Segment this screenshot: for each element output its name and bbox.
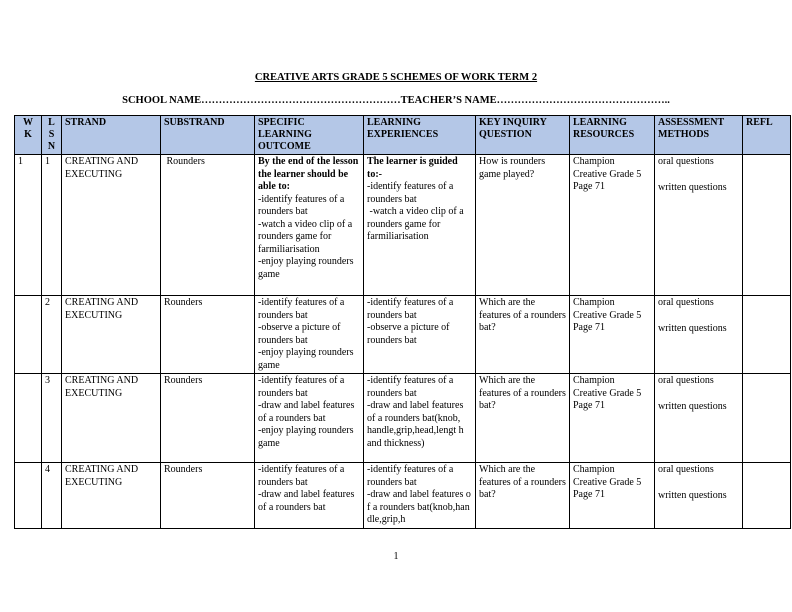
experience-line: -identify features of a rounders bat	[367, 375, 454, 399]
cell-strand: CREATING AND EXECUTING	[62, 463, 161, 529]
table-row	[15, 463, 791, 529]
header-resources: LEARNING RESOURCES	[570, 116, 655, 155]
experience-line: -identify features of a rounders bat	[367, 464, 454, 488]
experience-line: -observe a picture of rounders bat	[367, 322, 450, 346]
cell-strand: CREATING AND EXECUTING	[62, 155, 161, 296]
cell-lsn: 2	[42, 296, 62, 374]
outcome-line: -draw and label features of a rounders bat	[258, 489, 355, 513]
cell-refl	[743, 463, 791, 529]
header-substrand: SUBSTRAND	[161, 116, 255, 155]
cell-wk: 1	[15, 155, 42, 296]
outcome-line: -identify features of a rounders bat	[258, 375, 345, 399]
assessment-item: oral questions	[658, 375, 714, 386]
experience-line: -watch a video clip of a rounders game for farmiliarisation	[367, 206, 467, 242]
experience-line: -identify features of a rounders bat	[367, 297, 454, 321]
cell-wk	[15, 463, 42, 529]
cell-wk	[15, 296, 42, 374]
outcome-line: -watch a video clip of a rounders game for farmiliarisation	[258, 218, 353, 255]
header-question: KEY INQUIRY QUESTION	[476, 116, 570, 155]
page-number: 1	[393, 551, 399, 562]
assessment-item: written questions	[658, 400, 727, 412]
cell-experiences	[364, 374, 476, 463]
outcome-line: -enjoy playing rounders game	[258, 256, 354, 280]
assessment-item: written questions	[658, 181, 727, 193]
cell-assessment	[655, 296, 743, 374]
experiences-intro: The learner is guided to:-	[367, 156, 458, 180]
assessment-item: oral questions	[658, 464, 714, 475]
cell-question: Which are the features of a rounders bat?	[476, 463, 570, 529]
cell-strand: CREATING AND EXECUTING	[62, 296, 161, 374]
outcome-line: -enjoy playing rounders game	[258, 347, 354, 371]
cell-lsn: 4	[42, 463, 62, 529]
outcome-line: -enjoy playing rounders game	[258, 425, 354, 449]
assessment-item: written questions	[658, 489, 727, 501]
header-refl: REFL	[743, 116, 791, 155]
cell-substrand: Rounders	[161, 374, 255, 463]
cell-substrand: Rounders	[161, 463, 255, 529]
cell-question: How is rounders game played?	[476, 155, 570, 296]
cell-question: Which are the features of a rounders bat?	[476, 374, 570, 463]
table-row	[15, 155, 791, 296]
cell-experiences	[364, 296, 476, 374]
document-title: CREATIVE ARTS GRADE 5 SCHEMES OF WORK TERM 2	[254, 72, 538, 83]
cell-outcome	[255, 463, 364, 529]
experience-line: -identify features of a rounders bat	[367, 181, 454, 205]
outcome-line: -observe a picture of rounders bat	[258, 322, 341, 346]
outcome-line: -identify features of a rounders bat	[258, 297, 345, 321]
school-teacher-line: SCHOOL NAME…………………………………………………TEACHER’S NAME…………………………………………..	[122, 95, 670, 106]
outcome-intro: By the end of the lesson the learner should be able to:	[258, 156, 359, 192]
header-strand: STRAND	[62, 116, 161, 155]
cell-substrand: Rounders	[161, 296, 255, 374]
cell-refl	[743, 155, 791, 296]
assessment-item: written questions	[658, 322, 727, 334]
header-outcome: SPECIFIC LEARNING OUTCOME	[255, 116, 364, 155]
cell-experiences	[364, 463, 476, 529]
experience-line: -draw and label features of a rounders bat(knob, handle,grip,head,lengt h and thickness)	[367, 400, 464, 449]
cell-substrand: Rounders	[161, 155, 255, 296]
cell-lsn: 3	[42, 374, 62, 463]
cell-resources: Champion Creative Grade 5 Page 71	[570, 374, 655, 463]
header-lsn: L S N	[42, 116, 62, 155]
cell-refl	[743, 374, 791, 463]
table-row	[15, 374, 791, 463]
table-row	[15, 296, 791, 374]
cell-outcome	[255, 155, 364, 296]
cell-outcome	[255, 296, 364, 374]
outcome-line: -draw and label features of a rounders bat	[258, 400, 355, 424]
experience-line: -draw and label features of a rounders bat(knob,handle,grip,h	[367, 489, 471, 525]
cell-outcome	[255, 374, 364, 463]
schemes-table	[14, 115, 791, 529]
cell-assessment	[655, 374, 743, 463]
outcome-line: -identify features of a rounders bat	[258, 193, 345, 217]
cell-strand: CREATING AND EXECUTING	[62, 374, 161, 463]
cell-assessment	[655, 155, 743, 296]
header-wk: W K	[15, 116, 42, 155]
assessment-item: oral questions	[658, 297, 714, 308]
cell-assessment	[655, 463, 743, 529]
assessment-item: oral questions	[658, 156, 714, 167]
cell-wk	[15, 374, 42, 463]
header-experiences: LEARNING EXPERIENCES	[364, 116, 476, 155]
cell-lsn: 1	[42, 155, 62, 296]
cell-resources: Champion Creative Grade 5 Page 71	[570, 155, 655, 296]
cell-resources: Champion Creative Grade 5 Page 71	[570, 296, 655, 374]
table-header	[15, 116, 791, 155]
cell-experiences	[364, 155, 476, 296]
cell-refl	[743, 296, 791, 374]
header-assessment: ASSESSMENT METHODS	[655, 116, 743, 155]
cell-resources: Champion Creative Grade 5 Page 71	[570, 463, 655, 529]
outcome-line: -identify features of a rounders bat	[258, 464, 345, 488]
cell-question: Which are the features of a rounders bat?	[476, 296, 570, 374]
